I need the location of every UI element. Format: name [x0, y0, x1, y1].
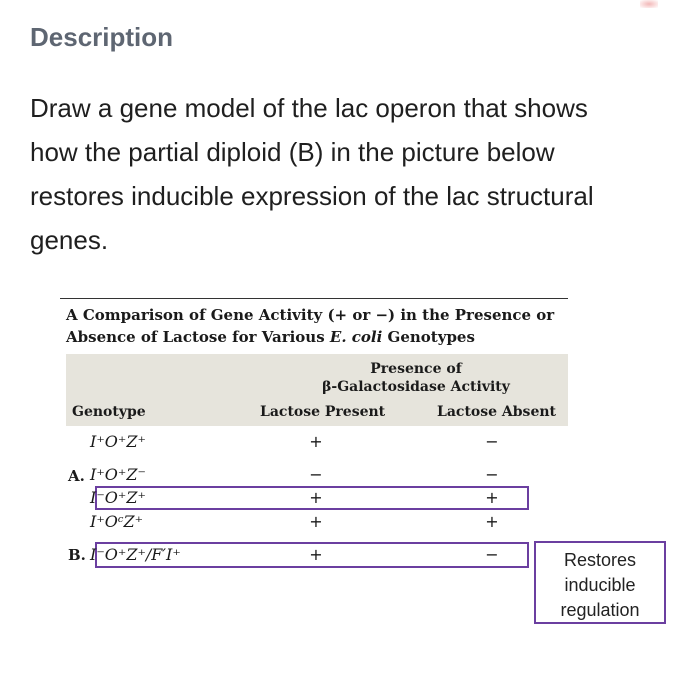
genotype-cell	[90, 545, 181, 564]
row-label: B.	[68, 546, 86, 564]
value-lactose-absent: +	[485, 512, 499, 531]
callout-line: Restores	[563, 550, 637, 570]
table-title-text: Genotypes	[382, 328, 475, 346]
presence-header-line: β-Galactosidase Activity	[322, 379, 510, 395]
col-header-genotype: Genotype	[72, 404, 146, 420]
col-header-lactose-absent: Lactose Absent	[437, 404, 556, 420]
value-lactose-present: −	[309, 465, 323, 484]
section-heading: Description	[30, 22, 174, 52]
value-lactose-present: +	[309, 432, 323, 451]
genotype-cell: I⁺OᶜZ⁺	[90, 512, 144, 531]
col-header-lactose-present: Lactose Present	[260, 404, 386, 420]
value-lactose-present: +	[309, 545, 323, 564]
value-lactose-present: +	[309, 488, 323, 507]
value-lactose-absent: −	[485, 545, 499, 564]
table-top-rule	[60, 298, 568, 299]
callout-box	[534, 541, 666, 624]
callout-line: inducible	[564, 575, 636, 595]
table-title	[66, 304, 566, 348]
genotype-cell: I⁺O⁺Z⁻	[90, 465, 146, 484]
presence-header	[311, 360, 521, 396]
table-title-text: Absence of Lactose for Various	[66, 328, 330, 346]
question-line: how the partial diploid (B) in the picture below	[30, 137, 555, 167]
row-label: A.	[68, 467, 85, 485]
genotype-cell: I⁺O⁺Z⁺	[90, 432, 146, 451]
question-line: restores inducible expression of the lac structural	[30, 181, 594, 211]
question-line: Draw a gene model of the lac operon that shows	[30, 93, 588, 123]
table-title-line	[66, 326, 566, 348]
table-title-line: A Comparison of Gene Activity (+ or −) in the Presence or	[66, 306, 555, 324]
value-lactose-absent: +	[485, 488, 499, 507]
question-line: genes.	[30, 225, 109, 255]
genotype-cell: I⁻O⁺Z⁺	[90, 488, 146, 507]
question-text	[30, 86, 670, 262]
genotype-text: I⁻O⁺Z⁺/F′I⁺	[90, 545, 181, 564]
value-lactose-absent: −	[485, 432, 499, 451]
presence-header-line: Presence of	[370, 361, 462, 377]
table-title-species: E. coli	[329, 328, 383, 346]
callout-line: regulation	[560, 600, 640, 620]
corner-mark	[640, 0, 658, 8]
value-lactose-present: +	[309, 512, 323, 531]
value-lactose-absent: −	[485, 465, 499, 484]
table-header	[66, 354, 568, 426]
